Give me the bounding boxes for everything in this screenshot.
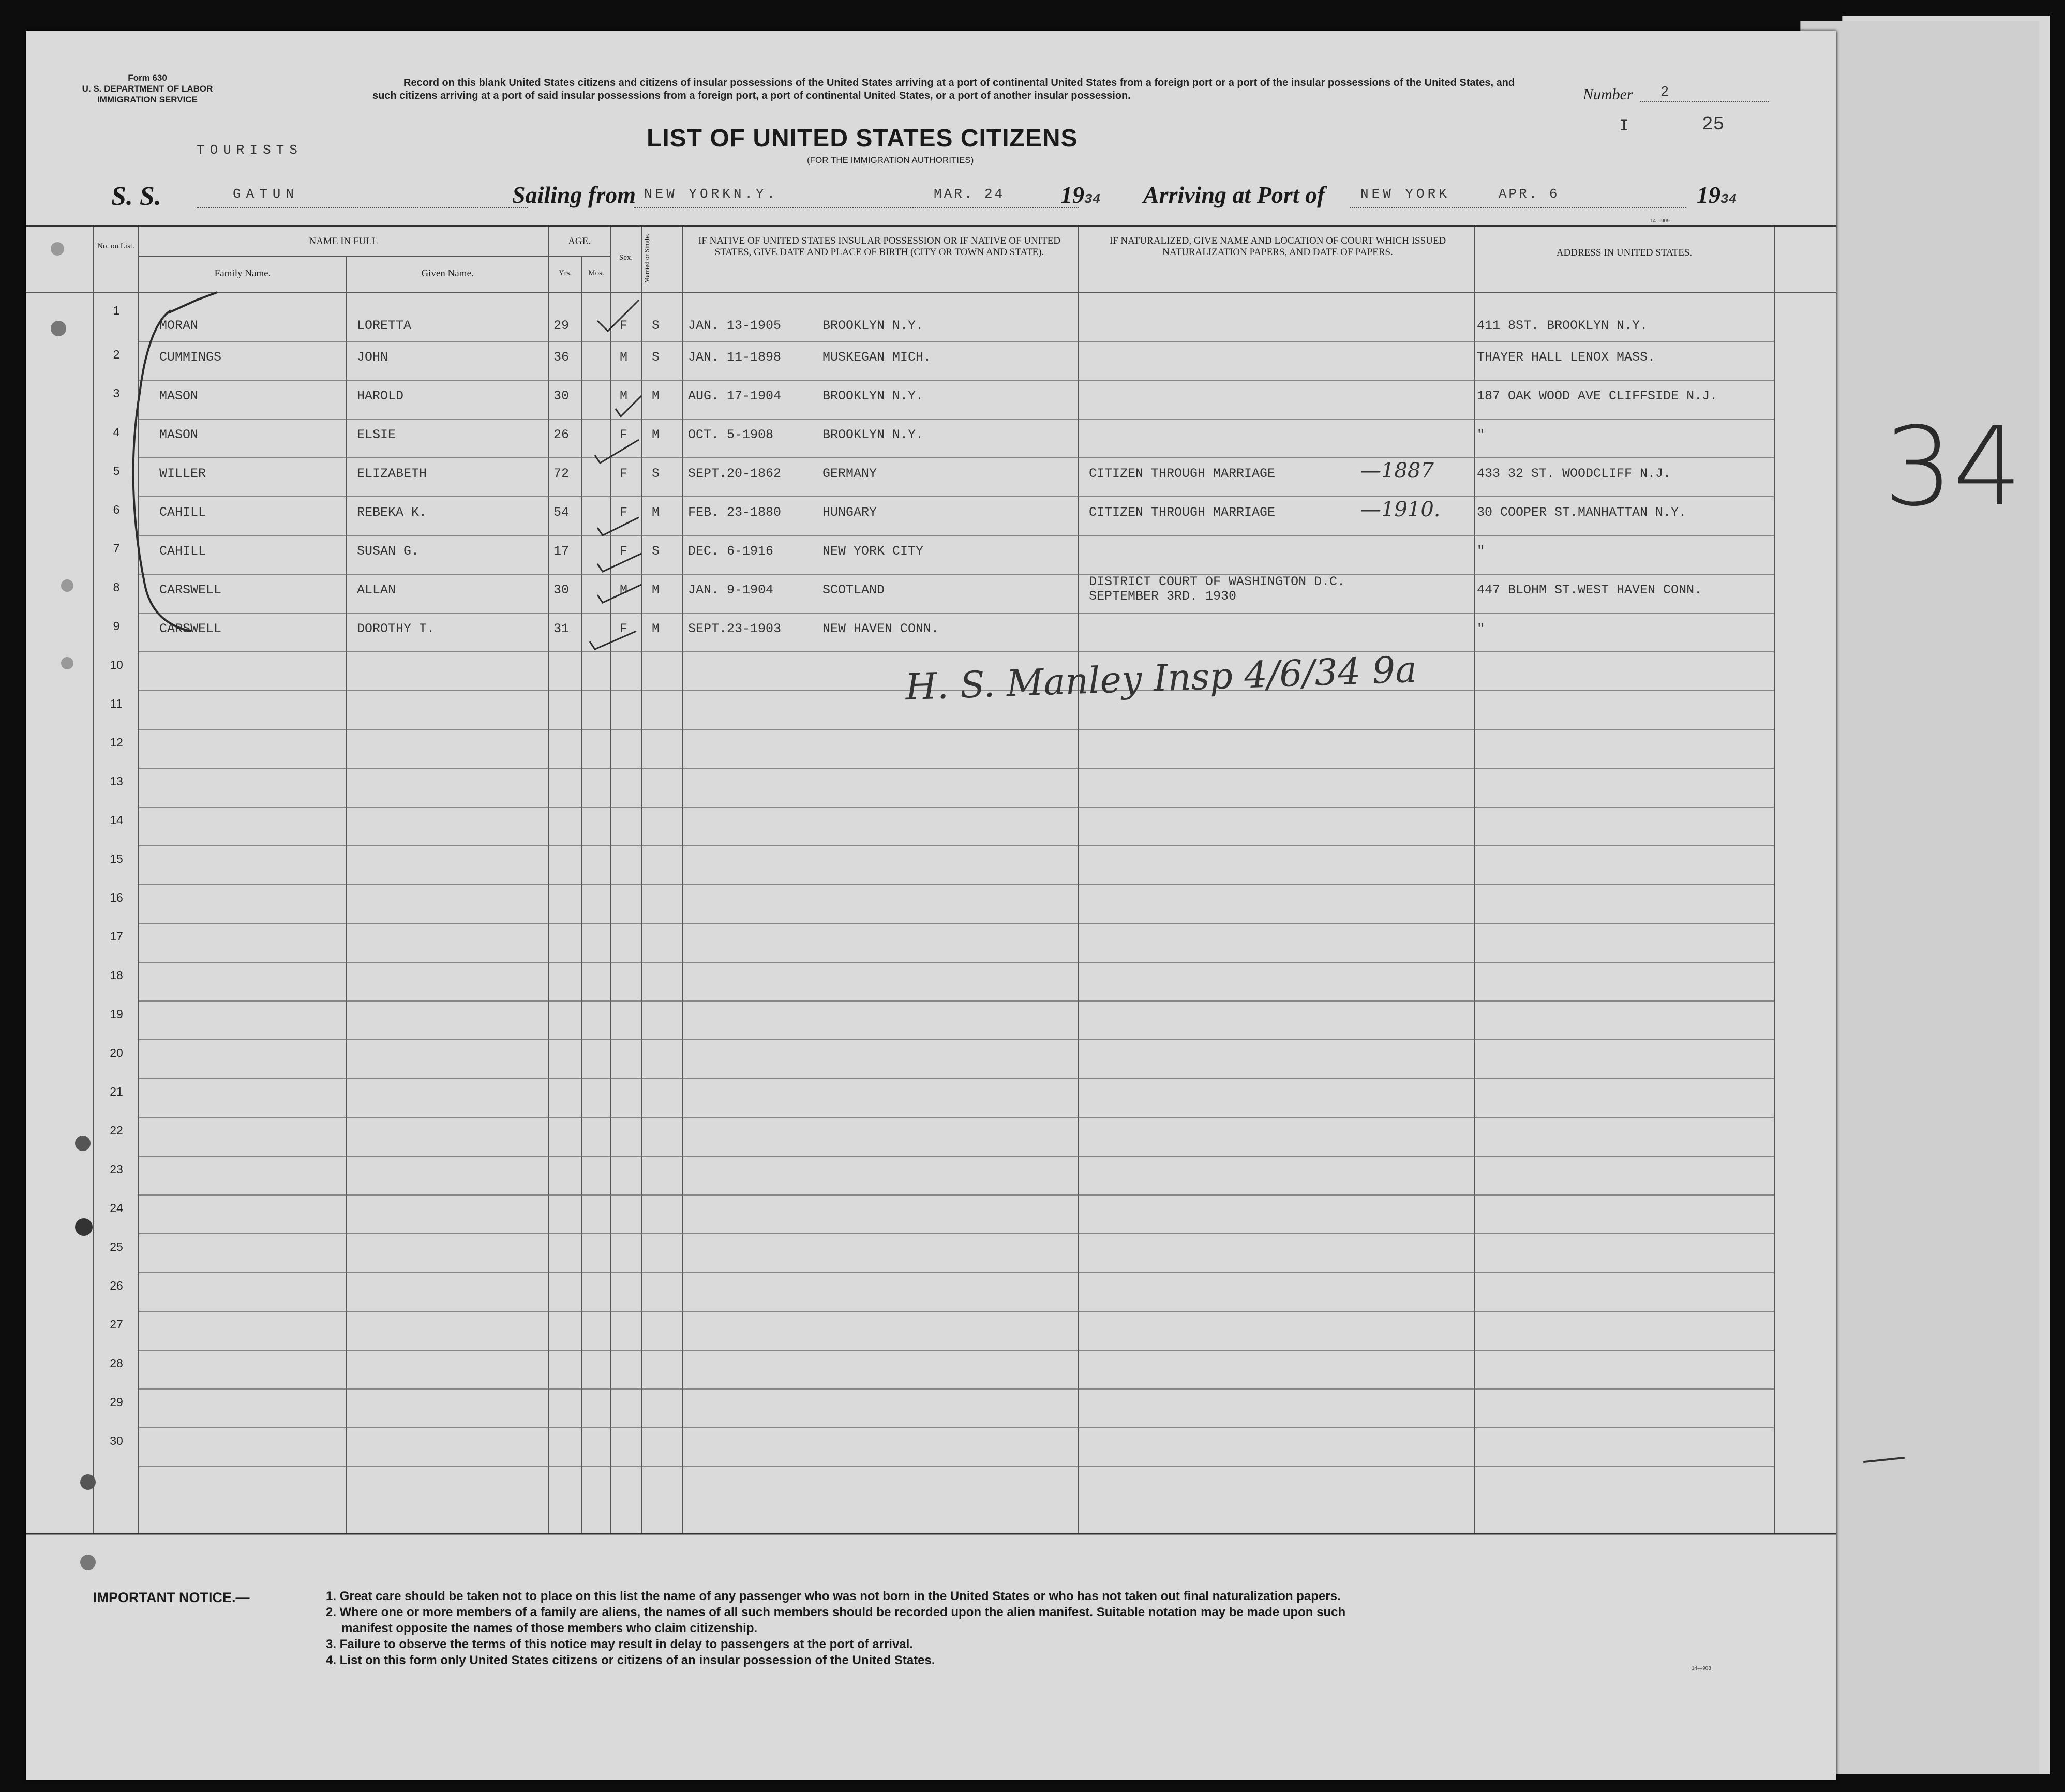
cell-address: 30 COOPER ST.MANHATTAN N.Y. xyxy=(1477,505,1687,520)
cell-yrs: 26 xyxy=(553,427,570,442)
arriving-year-prefix: 19 xyxy=(1697,182,1720,208)
cell-naturalized-year: —1887 xyxy=(1360,459,1434,483)
cell-birth-date: JAN. 11-1898 xyxy=(688,350,782,365)
cell-family: CUMMINGS xyxy=(159,350,222,365)
cell-family: CAHILL xyxy=(159,505,206,520)
cell-family: MORAN xyxy=(159,318,199,333)
cell-yrs: 30 xyxy=(553,389,570,404)
cell-yrs: 72 xyxy=(553,466,570,481)
handwritten-marks xyxy=(26,31,1836,755)
row-number: 8 xyxy=(113,580,120,594)
arriving-label: Arriving at Port of xyxy=(1143,182,1325,208)
row-number: 24 xyxy=(110,1201,123,1215)
cell-ms: M xyxy=(652,621,660,636)
cell-naturalized-year: —1910. xyxy=(1360,498,1441,521)
cell-birth-place: BROOKLYN N.Y. xyxy=(822,318,924,333)
notice-label: IMPORTANT NOTICE.— xyxy=(93,1590,250,1605)
row-number: 25 xyxy=(110,1240,123,1253)
cell-sex: F xyxy=(620,318,628,333)
cell-yrs: 17 xyxy=(553,544,570,559)
sheet-number: 25 xyxy=(1702,114,1725,135)
number-label: Number xyxy=(1583,86,1633,103)
header-married: Married or Single. xyxy=(642,233,651,283)
cell-given: JOHN xyxy=(357,350,388,365)
cell-sex: F xyxy=(620,466,628,481)
cell-family: CARSWELL xyxy=(159,583,222,598)
row-number: 29 xyxy=(110,1395,123,1409)
sailing-year-value: 34 xyxy=(1084,191,1101,207)
binder-hole xyxy=(61,657,73,669)
row-number: 14 xyxy=(110,813,123,827)
notice-item-3: 3. Failure to observe the terms of this notice may result in delay to passengers at the port of arrival. xyxy=(326,1637,913,1651)
row-number: 10 xyxy=(110,658,123,671)
page-subtitle: (FOR THE IMMIGRATION AUTHORITIES) xyxy=(807,155,974,165)
cell-naturalized-date: SEPTEMBER 3RD. 1930 xyxy=(1089,589,1237,604)
service: IMMIGRATION SERVICE xyxy=(97,95,198,104)
row-number: 7 xyxy=(113,542,120,555)
tick-mark xyxy=(168,292,217,313)
cell-ms: M xyxy=(652,389,660,404)
cell-address: 187 OAK WOOD AVE CLIFFSIDE N.J. xyxy=(1477,389,1718,404)
cell-given: HAROLD xyxy=(357,389,404,404)
cell-birth-date: JAN. 13-1905 xyxy=(688,318,782,333)
cell-yrs: 30 xyxy=(553,583,570,598)
notice-items xyxy=(326,1588,1805,1668)
cell-address: 411 8ST. BROOKLYN N.Y. xyxy=(1477,318,1648,333)
cell-naturalized: CITIZEN THROUGH MARRIAGE xyxy=(1089,505,1276,520)
row-number: 4 xyxy=(113,425,120,439)
sailing-from-label: Sailing from xyxy=(512,182,636,208)
binder-hole xyxy=(61,579,73,592)
row-number: 12 xyxy=(110,736,123,749)
cell-given: SUSAN G. xyxy=(357,544,420,559)
row-number: 2 xyxy=(113,348,120,361)
header-no: No. on List. xyxy=(97,242,134,250)
cell-birth-place: NEW YORK CITY xyxy=(822,544,924,559)
cell-family: WILLER xyxy=(159,466,206,481)
margin-number: 34 xyxy=(1884,404,2023,530)
cell-yrs: 31 xyxy=(553,621,570,636)
row-number: 9 xyxy=(113,619,120,633)
notice-item-2: 2. Where one or more members of a family are aliens, the names of all such members should be recorded upon the alien manifest. Suitable notation may be made upon such xyxy=(326,1605,1346,1619)
cell-sex: F xyxy=(620,621,628,636)
intro-line-3: port of continental United States, or a port of another insular possession. xyxy=(770,90,1131,101)
cell-given: REBEKA K. xyxy=(357,505,427,520)
cell-birth-date: AUG. 17-1904 xyxy=(688,389,782,404)
cell-ms: S xyxy=(652,350,660,365)
header-given: Given Name. xyxy=(421,268,474,279)
header-age: AGE. xyxy=(568,236,591,247)
row-number: 22 xyxy=(110,1124,123,1137)
row-number: 19 xyxy=(110,1007,123,1021)
cell-address: 433 32 ST. WOODCLIFF N.J. xyxy=(1477,466,1671,481)
notice-item-1: 1. Great care should be taken not to place on this list the name of any passenger who was not born in the United States or who has not taken out final naturalization papers. xyxy=(326,1589,1341,1603)
notice-item-2-cont: manifest opposite the names of those members who claim citizenship. xyxy=(341,1621,758,1635)
cell-sex: M xyxy=(620,583,628,598)
header-address: ADDRESS IN UNITED STATES. xyxy=(1556,247,1693,258)
cell-ms: M xyxy=(652,583,660,598)
binder-hole xyxy=(75,1218,93,1236)
header-sex: Sex. xyxy=(619,253,633,262)
inspector-signature: H. S. Manley Insp 4/6/34 9a xyxy=(904,648,1418,709)
cell-address: " xyxy=(1477,427,1485,442)
sheet-mark: I xyxy=(1619,116,1629,136)
arriving-year-value: 34 xyxy=(1720,191,1737,207)
row-number: 18 xyxy=(110,968,123,982)
intro-line-1: Record on this blank United States citizens and citizens of insular possessions of the United States arriving at a port of continental United States from a xyxy=(403,77,1151,88)
page-title: LIST OF UNITED STATES CITIZENS xyxy=(647,125,1078,152)
row-number: 28 xyxy=(110,1356,123,1370)
cell-family: CARSWELL xyxy=(159,621,222,636)
header-yrs: Yrs. xyxy=(558,269,572,277)
cell-birth-date: DEC. 6-1916 xyxy=(688,544,774,559)
row-number: 30 xyxy=(110,1434,123,1447)
ss-label: S. S. xyxy=(111,182,161,211)
cell-birth-place: MUSKEGAN MICH. xyxy=(822,350,932,365)
sailing-from: NEW YORKN.Y. xyxy=(644,186,779,202)
print-code: 14—909 xyxy=(1650,218,1670,224)
row-number: 1 xyxy=(113,304,120,317)
cell-birth-date: OCT. 5-1908 xyxy=(688,427,774,442)
row-number: 15 xyxy=(110,852,123,865)
cell-given: ELSIE xyxy=(357,427,396,442)
header-mos: Mos. xyxy=(588,269,604,277)
header-birth: IF NATIVE OF UNITED STATES INSULAR POSSESSION OR IF NATIVE OF UNITED STATES, GIVE DATE AND PLACE OF BIRTH (CITY OR TOWN AND STATE). xyxy=(698,235,1060,258)
cell-sex: F xyxy=(620,505,628,520)
cell-given: ALLAN xyxy=(357,583,396,598)
sailing-year-prefix: 19 xyxy=(1060,182,1084,208)
cell-ms: S xyxy=(652,544,660,559)
header-name-in-full: NAME IN FULL xyxy=(309,236,378,247)
cell-sex: F xyxy=(620,427,628,442)
cell-ms: M xyxy=(652,427,660,442)
cell-birth-place: GERMANY xyxy=(822,466,877,481)
row-number: 16 xyxy=(110,891,123,904)
row-number: 5 xyxy=(113,464,120,477)
manifest-page xyxy=(26,31,1836,1780)
cell-family: MASON xyxy=(159,427,199,442)
arriving-date: APR. 6 xyxy=(1498,186,1560,202)
row-number: 3 xyxy=(113,386,120,400)
footer-code: 14—908 xyxy=(1692,1666,1711,1671)
sailing-date: MAR. 24 xyxy=(934,186,1005,202)
cell-sex: F xyxy=(620,544,628,559)
binder-hole xyxy=(51,242,64,256)
binder-hole xyxy=(80,1555,96,1570)
row-number: 13 xyxy=(110,774,123,788)
cell-given: LORETTA xyxy=(357,318,412,333)
binder-hole xyxy=(51,321,66,336)
cell-birth-place: HUNGARY xyxy=(822,505,877,520)
category: TOURISTS xyxy=(197,142,303,158)
row-number: 26 xyxy=(110,1279,123,1292)
intro-line-2: foreign port or a port of the insular possessions of the United States, and such citizens arriving at a port of said insular possessions from a foreign port, a xyxy=(372,77,1515,101)
notice-item-4: 4. List on this form only United States citizens or citizens of an insular possession of the United States. xyxy=(326,1653,935,1667)
cell-family: CAHILL xyxy=(159,544,206,559)
cell-birth-date: JAN. 9-1904 xyxy=(688,583,774,598)
row-number: 20 xyxy=(110,1046,123,1059)
form-number: Form 630 xyxy=(128,73,167,83)
bracket-mark xyxy=(133,310,191,631)
cell-birth-place: BROOKLYN N.Y. xyxy=(822,427,924,442)
header-family: Family Name. xyxy=(214,268,271,279)
row-number: 21 xyxy=(110,1085,123,1098)
row-number: 17 xyxy=(110,930,123,943)
ship-name: GATUN xyxy=(233,186,300,202)
cell-yrs: 54 xyxy=(553,505,570,520)
number-value: 2 xyxy=(1660,85,1669,100)
cell-yrs: 29 xyxy=(553,318,570,333)
cell-birth-date: SEPT.23-1903 xyxy=(688,621,782,636)
cell-given: ELIZABETH xyxy=(357,466,427,481)
cell-given: DOROTHY T. xyxy=(357,621,435,636)
cell-sex: M xyxy=(620,350,628,365)
cell-ms: S xyxy=(652,318,660,333)
row-number: 11 xyxy=(110,697,123,710)
cell-birth-place: BROOKLYN N.Y. xyxy=(822,389,924,404)
cell-naturalized: CITIZEN THROUGH MARRIAGE xyxy=(1089,466,1276,481)
cell-address: " xyxy=(1477,621,1485,636)
cell-sex: M xyxy=(620,389,628,404)
row-number: 6 xyxy=(113,503,120,516)
cell-address: THAYER HALL LENOX MASS. xyxy=(1477,350,1656,365)
cell-naturalized: DISTRICT COURT OF WASHINGTON D.C. xyxy=(1089,574,1345,589)
cell-ms: M xyxy=(652,505,660,520)
checkmarks xyxy=(590,300,641,649)
cell-birth-date: SEPT.20-1862 xyxy=(688,466,782,481)
header-naturalized: IF NATURALIZED, GIVE NAME AND LOCATION OF COURT WHICH ISSUED NATURALIZATION PAPERS, AND DATE OF PAPERS. xyxy=(1109,235,1446,258)
cell-family: MASON xyxy=(159,389,199,404)
cell-birth-date: FEB. 23-1880 xyxy=(688,505,782,520)
cell-birth-place: NEW HAVEN CONN. xyxy=(822,621,939,636)
binder-hole xyxy=(75,1136,91,1151)
cell-ms: S xyxy=(652,466,660,481)
binder-hole xyxy=(80,1474,96,1490)
row-number: 27 xyxy=(110,1318,123,1331)
department: U. S. DEPARTMENT OF LABOR xyxy=(82,84,213,94)
cell-address: 447 BLOHM ST.WEST HAVEN CONN. xyxy=(1477,583,1702,598)
margin-dash xyxy=(1863,1457,1905,1463)
row-number: 23 xyxy=(110,1162,123,1176)
cell-yrs: 36 xyxy=(553,350,570,365)
cell-address: " xyxy=(1477,544,1485,559)
cell-birth-place: SCOTLAND xyxy=(822,583,885,598)
arriving-port: NEW YORK xyxy=(1360,186,1450,202)
